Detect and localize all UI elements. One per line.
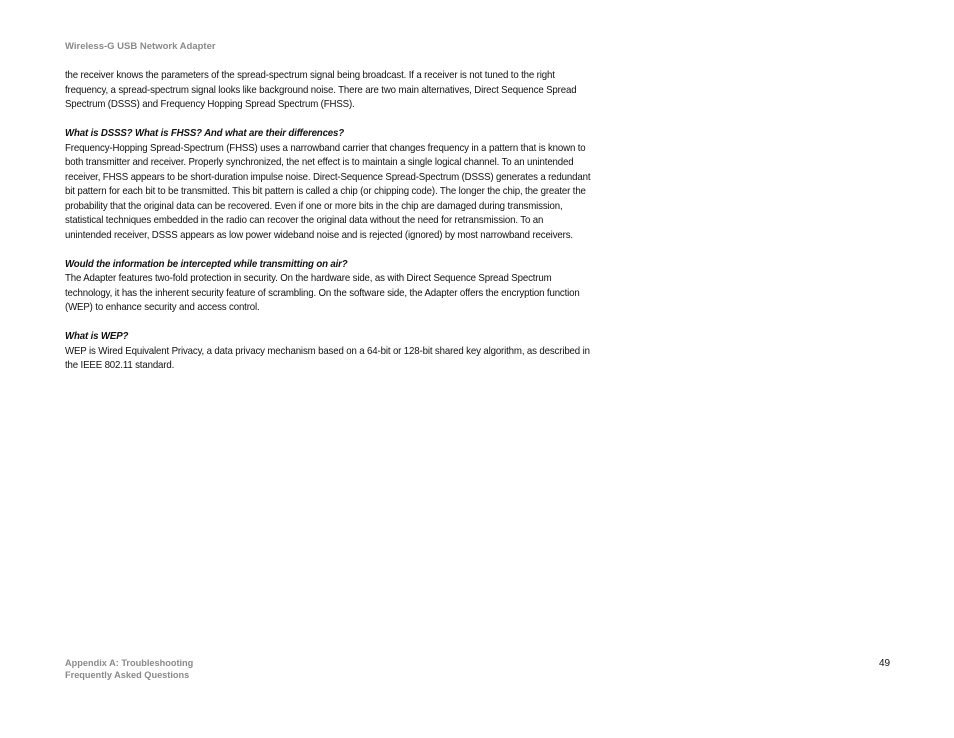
faq-question-wep: What is WEP?: [65, 331, 129, 342]
faq-question-interception: Would the information be intercepted while transmitting on air?: [65, 258, 348, 270]
faq-answer-dsss-fhss: Frequency-Hopping Spread-Spectrum (FHSS) uses a narrowband carrier that changes frequency in a pattern that is known to both transmitter and receiver. Properly synchronized, the net effect is to maintain a single logical channel. To an unintended receiver, FHSS appears to be short-duration impulse noise. Direct-Sequence Spread-Spectrum (DSSS) generates a redundant bit pattern for each bit to be transmitted. This bit pattern is called a chip (or chipping code). The longer the chip, the greater the probability that the original data can be recovered. Even if one or more bits in the chip are damaged during transmission, statistical techniques embedded in the radio can recover the original data without the need for retransmission. To an unintended receiver, DSSS appears as low power wideband noise and is rejected (ignored) by most narrowband receivers.: [65, 142, 591, 241]
page-header-title: Wireless-G USB Network Adapter: [65, 41, 216, 52]
faq-question-dsss-fhss: What is DSSS? What is FHSS? And what are their differences?: [65, 128, 345, 139]
page-number: 49: [879, 658, 891, 669]
faq-answer-interception: The Adapter features two-fold protection in security. On the hardware side, as with Direct Sequence Spread Spectrum technology, it has the inherent security feature of scrambling. On the software side, the Adapter offers the encryption function (WEP) to enhance security and access control.: [65, 273, 580, 313]
footer-section-title: Appendix A: Troubleshooting: [65, 658, 194, 668]
intro-paragraph: the receiver knows the parameters of the spread-spectrum signal being broadcast. If a receiver is not tuned to the right frequency, a spread-spectrum signal looks like background noise. There are two main alternatives, Direct Sequence Spread Spectrum (DSSS) and Frequency Hopping Spread Spectrum (FHSS).: [65, 70, 577, 110]
page-content: [65, 69, 590, 374]
footer-section-info: [65, 657, 193, 681]
faq-answer-wep: WEP is Wired Equivalent Privacy, a data privacy mechanism based on a 64-bit or 128-bit shared key algorithm, as described in the IEEE 802.11 standard.: [65, 345, 590, 371]
footer-subsection-title: Frequently Asked Questions: [65, 670, 190, 680]
